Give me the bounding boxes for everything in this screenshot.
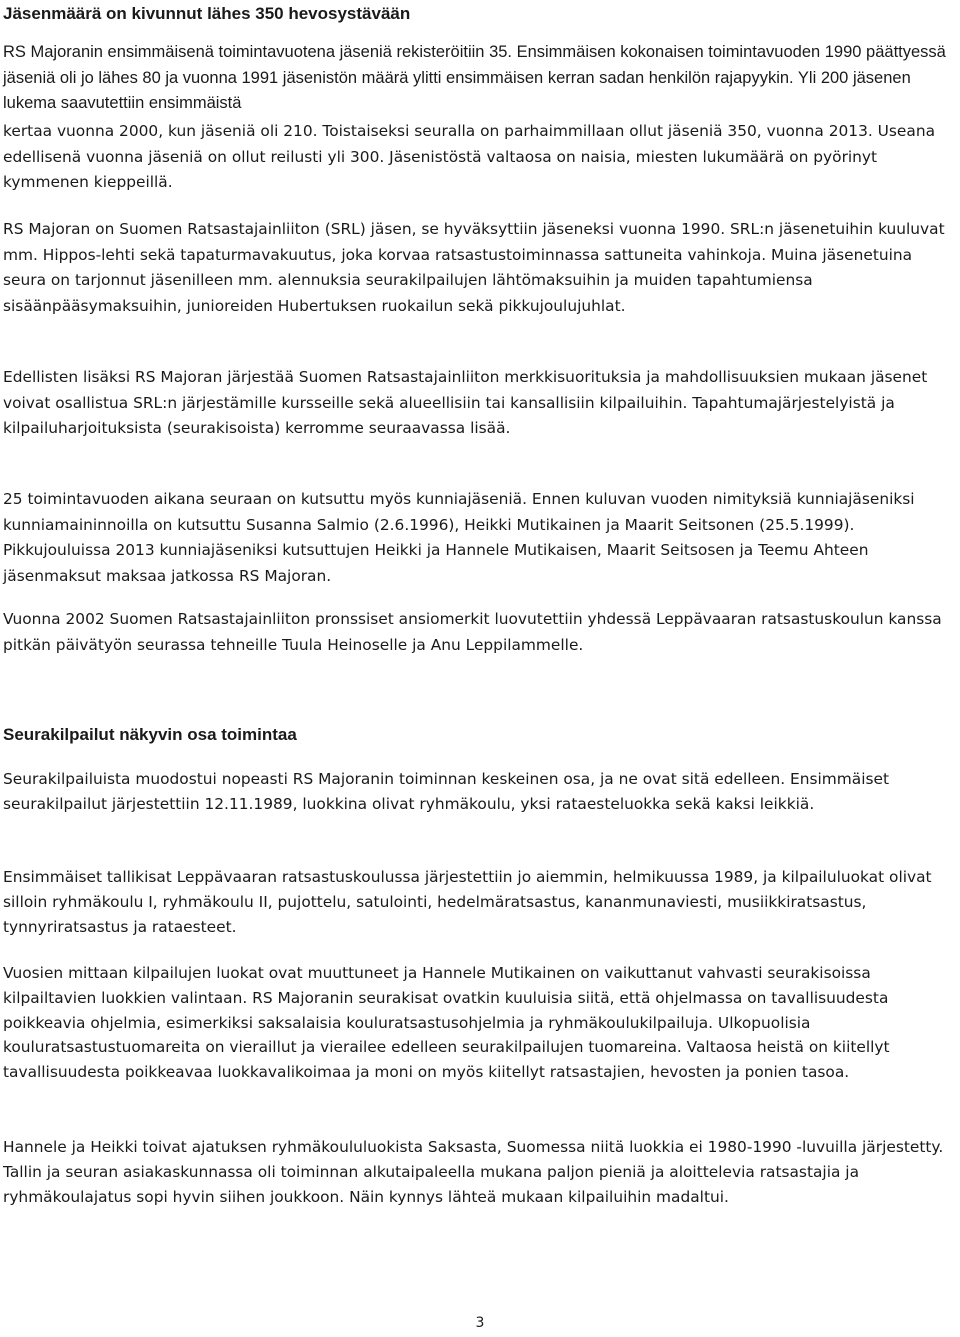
paragraph-merit-badges: Vuonna 2002 Suomen Ratsastajainliiton pronssiset ansiomerkit luovutettiin yhdessä Leppävaaran ratsastuskoulun kanssa pitkän päivätyön seurassa tehneille Tuula Heinoselle ja Anu Leppilammelle. bbox=[3, 610, 942, 654]
page-number: 3 bbox=[475, 1315, 485, 1331]
paragraph-membership-count-b: kertaa vuonna 2000, kun jäseniä oli 210. Toistaiseksi seuralla on parhaimmillaan ollut jäseniä 350, vuonna 2013. Useana edellisenä vuonna jäseniä on ollut reilusti yli 300. Jäsenistöstä valtaosa on naisia, miesten lukumäärä on pyörinyt kymmenen kieppeillä. bbox=[3, 122, 936, 191]
paragraph-membership-count-a: RS Majoranin ensimmäisenä toimintavuotena jäseniä rekisteröitiin 35. Ensimmäisen kokonaisen toimintavuoden 1990 päättyessä jäseniä oli jo lähes 80 ja vuonna 1991 jäsenistön määrä ylitti ensimmäisen kerran sadan henkilön rajapyykin. Yli 200 jäsenen lukema saavutettiin ensimmäistä bbox=[3, 43, 946, 112]
paragraph-competitions-intro: Seurakilpailuista muodostui nopeasti RS Majoranin toiminnan keskeinen osa, ja ne ovat sitä edelleen. Ensimmäiset seurakilpailut järjestettiin 12.11.1989, luokkina olivat ryhmäkoulu, yksi rataesteluokka sekä kaksi leikkiä. bbox=[3, 770, 889, 813]
paragraph-honorary-members: 25 toimintavuoden aikana seuraan on kutsuttu myös kunniajäseniä. Ennen kuluvan vuoden nimityksiä kunniajäseniksi kunniamaininnoilla on kutsuttu Susanna Salmio (2.6.1996), Heikki Mutikainen ja Maarit Seitsonen (25.5.1999). Pikkujouluissa 2013 kunniajäseniksi kutsuttujen Heikki ja Hannele Mutikaisen, Maarit Seitsosen ja Teemu Ahteen jäsenmaksut maksaa jatkossa RS Majoran. bbox=[3, 490, 915, 585]
section-heading-competitions: Seurakilpailut näkyvin osa toimintaa bbox=[3, 725, 297, 744]
paragraph-group-dressage-origin: Hannele ja Heikki toivat ajatuksen ryhmäkoululuokista Saksasta, Suomessa niitä luokkia ei 1980-1990 -luvuilla järjestetty. Tallin ja seuran asiakaskunnassa oli toiminnan alkutaipaleella mukana paljon pieniä ja aloittelevia ratsastajia ja ryhmäkoulajatus sopi hyvin siihen joukkoon. Näin kynnys lähteä mukaan kilpailuihin madaltui. bbox=[3, 1138, 944, 1206]
paragraph-competition-classes: Vuosien mittaan kilpailujen luokat ovat muuttuneet ja Hannele Mutikainen on vaikuttanut vahvasti seurakisoissa kilpailtavien luokkien valintaan. RS Majoranin seurakisat ovatkin kuuluisia siitä, että ohjelmassa on tavallisuudesta poikkeavia ohjelmia, esimerkiksi saksalaisia kouluratsastusohjelmia ja ryhmäkoulukilpailuja. Ulkopuolisia kouluratsastustuomareita on vieraillut ja vierailee edelleen seurakilpailujen tuomareina. Valtaosa heistä on kiitellyt tavallisuudesta poikkeavaa luokkavalikoimaa ja moni on myös kiitellyt ratsastajien, hevosten ja ponien tasoa. bbox=[3, 964, 890, 1082]
section-heading-membership: Jäsenmäärä on kivunnut lähes 350 hevosystävään bbox=[3, 4, 411, 23]
paragraph-first-stable-competitions: Ensimmäiset tallikisat Leppävaaran ratsastuskoulussa järjestettiin jo aiemmin, helmikuussa 1989, ja kilpailuluokat olivat silloin ryhmäkoulu I, ryhmäkoulu II, pujottelu, satulointi, hedelmäratsastus, kananmunaviesti, musiikkiratsastus, tynnyriratsastus ja rataesteet. bbox=[3, 868, 932, 936]
paragraph-events: Edellisten lisäksi RS Majoran järjestää Suomen Ratsastajainliiton merkkisuorituksia ja mahdollisuuksien mukaan jäsenet voivat osallistua SRL:n järjestämille kursseille sekä alueellisiin tai kansallisiin kilpailuihin. Tapahtumajärjestelyistä ja kilpailuharjoituksista (seurakisoista) kerromme seuraavassa lisää. bbox=[3, 368, 928, 437]
paragraph-srl-membership: RS Majoran on Suomen Ratsastajainliiton (SRL) jäsen, se hyväksyttiin jäseneksi vuonna 1990. SRL:n jäsenetuihin kuuluvat mm. Hippos-lehti sekä tapaturmavakuutus, joka korvaa ratsastustoiminnassa sattuneita vahinkoja. Muina jäsenetuina seura on tarjonnut jäsenilleen mm. alennuksia seurakilpailujen lähtömaksuihin ja muiden tapahtumiensa sisäänpääsymaksuihin, junioreiden Hubertuksen ruokailun sekä pikkujoulujuhlat. bbox=[3, 220, 945, 315]
